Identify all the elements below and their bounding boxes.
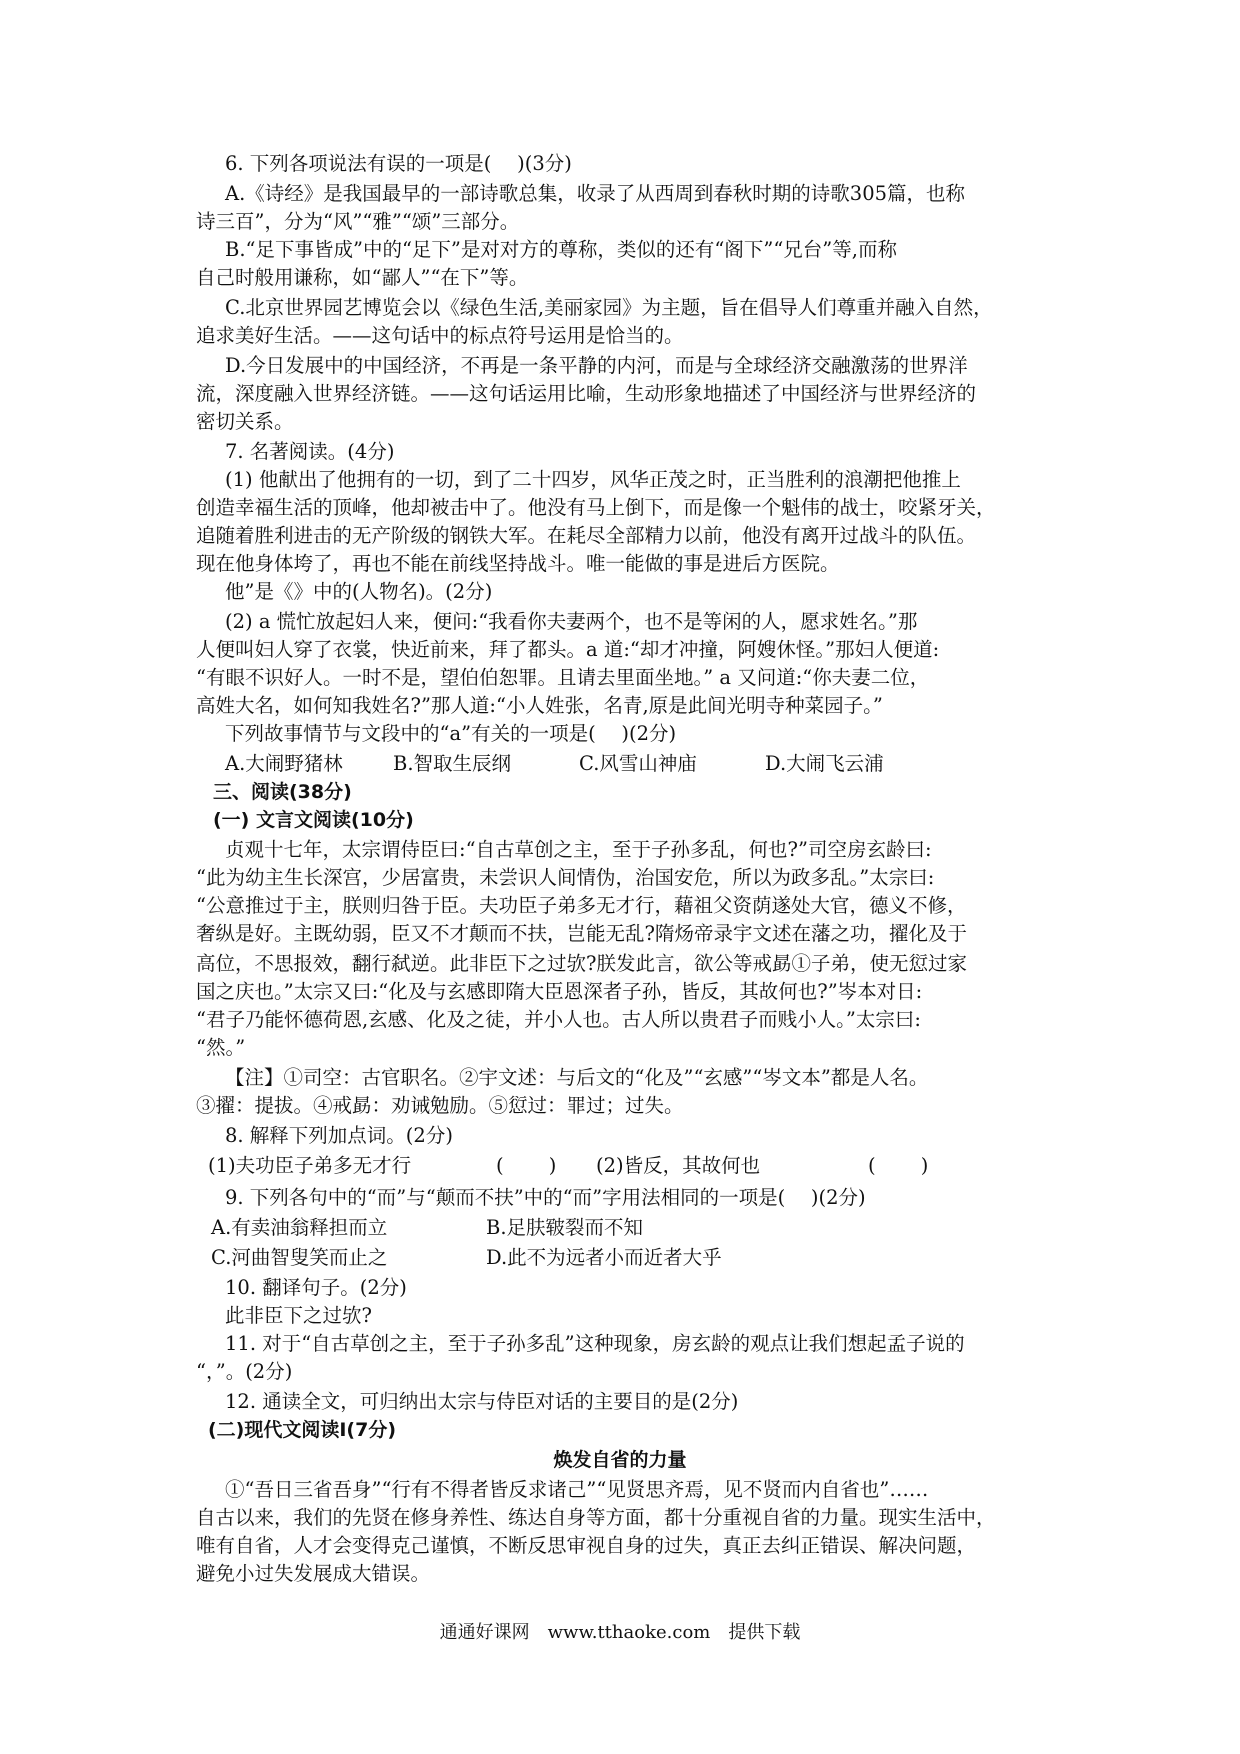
q11-line-1: 11. 对于“自古草创之主，至于子孙多乱”这种现象，房玄龄的观点让我们想起孟子说的 [225,1332,965,1355]
q8-items [208,1152,1068,1180]
q9-options-row1 [211,1214,1071,1242]
q7-passage1-line1: (1) 他献出了他拥有的一切，到了二十四岁，风华正茂之时，正当胜利的浪潮把他推上 [225,468,961,491]
essay-line-1: ①“吾日三省吾身”“行有不得者皆反求诸己”“见贤思齐焉，见不贤而内自省也”…… [225,1478,929,1501]
q7-passage2-line4: 高姓大名，如何知我姓名?”那人道:“小人姓张，名青,原是此间光明寺种菜园子。” [196,694,883,717]
section3-heading: 三、阅读(38分) [213,781,352,803]
q9-option-c: C.河曲智叟笑而止之 [211,1246,388,1269]
essay-line-3: 唯有自省，人才会变得克己谨慎，不断反思审视自身的过失，真正去纠正错误、解决问题， [196,1534,977,1557]
note-line-1: 【注】①司空：古官职名。②宇文述：与后文的“化及”“玄感”“岑文本”都是人名。 [225,1066,929,1089]
q7-option-b: B.智取生辰纲 [393,752,512,775]
q6-option-c-line1: C.北京世界园艺博览会以《绿色生活,美丽家园》为主题，旨在倡导人们尊重并融入自然， [225,296,993,319]
q10-sentence: 此非臣下之过欤? [225,1304,372,1327]
wenyan-line-5: 高位，不思报效，翻行弑逆。此非臣下之过欤?朕发此言，欲公等戒勗①子弟，使无愆过家 [196,952,967,975]
wenyan-heading: (一) 文言文阅读(10分) [213,809,414,831]
wenyan-line-8: “然。” [196,1036,246,1059]
q8-blank-1[interactable]: ( ) [496,1154,557,1177]
q8-stem: 8. 解释下列加点词。(2分) [225,1124,453,1147]
q9-option-a: A.有卖油翁释担而立 [211,1216,388,1239]
q11-line-2: “，”。(2分) [196,1360,293,1383]
q9-option-d: D.此不为远者小而近者大乎 [486,1246,722,1269]
q7-passage1-line2: 创造幸福生活的顶峰，他却被击中了。他没有马上倒下，而是像一个魁伟的战士，咬紧牙关， [196,496,996,519]
q12-stem: 12. 通读全文，可归纳出太宗与侍臣对话的主要目的是(2分) [225,1390,739,1413]
q6-option-c-line2: 追求美好生活。——这句话中的标点符号运用是恰当的。 [196,324,684,347]
q8-blank-2[interactable]: ( ) [868,1154,929,1177]
q9-option-b: B.足肤皲裂而不知 [486,1216,644,1239]
wenyan-line-7: “君子乃能怀德荷恩,玄感、化及之徒，并小人也。古人所以贵君子而贱小人。”太宗曰: [196,1008,921,1031]
q7-passage2-line3: “有眼不识好人。一时不是，望伯伯恕罪。且请去里面坐地。” a 又问道:“你夫妻二位， [196,666,930,689]
q9-stem: 9. 下列各句中的“而”与“颠而不扶”中的“而”字用法相同的一项是( )(2分) [225,1186,866,1209]
q7-options [225,750,1085,778]
q6-option-a-line1: A.《诗经》是我国最早的一部诗歌总集，收录了从西周到春秋时期的诗歌305篇，也称 [225,182,966,205]
q7-passage1-line4: 现在他身体垮了，再也不能在前线坚持战斗。唯一能做的事是进后方医院。 [196,552,840,575]
essay-title: 焕发自省的力量 [553,1449,687,1471]
q9-options-row2 [211,1244,1071,1272]
q7-option-d: D.大闹飞云浦 [765,752,884,775]
q7-stem: 7. 名著阅读。(4分) [225,440,395,463]
essay-line-4: 避免小过失发展成大错误。 [196,1562,431,1585]
q7-passage2-line1: (2) a 慌忙放起妇人来，便问:“我看你夫妻两个，也不是等闲的人，愿求姓名。”那 [225,610,918,633]
q6-option-d-line3: 密切关系。 [196,410,294,433]
q7-passage2-line2: 人便叫妇人穿了衣裳，快近前来，拜了都头。a 道:“却才冲撞，阿嫂休怪。”那妇人便道: [196,638,940,661]
q6-stem: 6. 下列各项说法有误的一项是( )(3分) [225,152,572,175]
q8-item-2: (2)皆反，其故何也 [596,1154,761,1177]
q10-stem: 10. 翻译句子。(2分) [225,1276,407,1299]
q7-option-a: A.大闹野猪林 [225,752,343,775]
q6-option-b-line1: B.“足下事皆成”中的“足下”是对对方的尊称，类似的还有“阁下”“兄台”等,而称 [225,238,897,261]
q7-passage2-question: 下列故事情节与文段中的“a”有关的一项是( )(2分) [225,722,677,745]
wenyan-line-6: 国之庆也。”太宗又曰:“化及与玄感即隋大臣恩深者子孙，皆反，其故何也?”岑本对日: [196,980,923,1003]
wenyan-line-1: 贞观十七年，太宗谓侍臣曰:“自古草创之主，至于子孙多乱，何也?”司空房玄龄曰: [225,838,932,861]
note-line-2: ③擢：提拔。④戒勗：劝诫勉励。⑤愆过：罪过；过失。 [196,1094,684,1117]
q7-option-c: C.风雪山神庙 [579,752,697,775]
wenyan-line-2: “此为幼主生长深宫，少居富贵，未尝识人间情伪，治国安危，所以为政多乱。”太宗曰: [196,866,935,889]
modern-reading-heading: (二)现代文阅读Ⅰ(7分) [208,1419,397,1441]
q6-option-b-line2: 自己时般用谦称，如“鄙人”“在下”等。 [196,266,529,289]
wenyan-line-3: “公意推过于主，朕则归咎于臣。夫功臣子弟多无才行，藉祖父资荫遂处大官，德义不修， [196,894,967,917]
q7-passage1-question: 他”是《》中的(人物名)。(2分) [225,580,493,603]
q8-item-1: (1)夫功臣子弟多无才行 [208,1154,412,1177]
q6-option-d-line1: D.今日发展中的中国经济，不再是一条平静的内河，而是与全球经济交融激荡的世界洋 [225,354,968,377]
essay-line-2: 自古以来，我们的先贤在修身养性、练达自身等方面，都十分重视自省的力量。现实生活中， [196,1506,996,1529]
q6-option-d-line2: 流，深度融入世界经济链。——这句话运用比喻，生动形象地描述了中国经济与世界经济的 [196,382,977,405]
wenyan-line-4: 奢纵是好。主既幼弱，臣又不才颠而不扶，岂能无乱?隋炀帝录宇文述在藩之功，擢化及于 [196,922,967,945]
q6-option-a-line2: 诗三百”，分为“风”“雅”“颂”三部分。 [196,210,520,233]
q7-passage1-line3: 追随着胜利进击的无产阶级的钢铁大军。在耗尽全部精力以前，他没有离开过战斗的队伍。 [196,524,977,547]
page-footer: 通通好课网 www.tthaoke.com 提供下载 [439,1622,801,1643]
